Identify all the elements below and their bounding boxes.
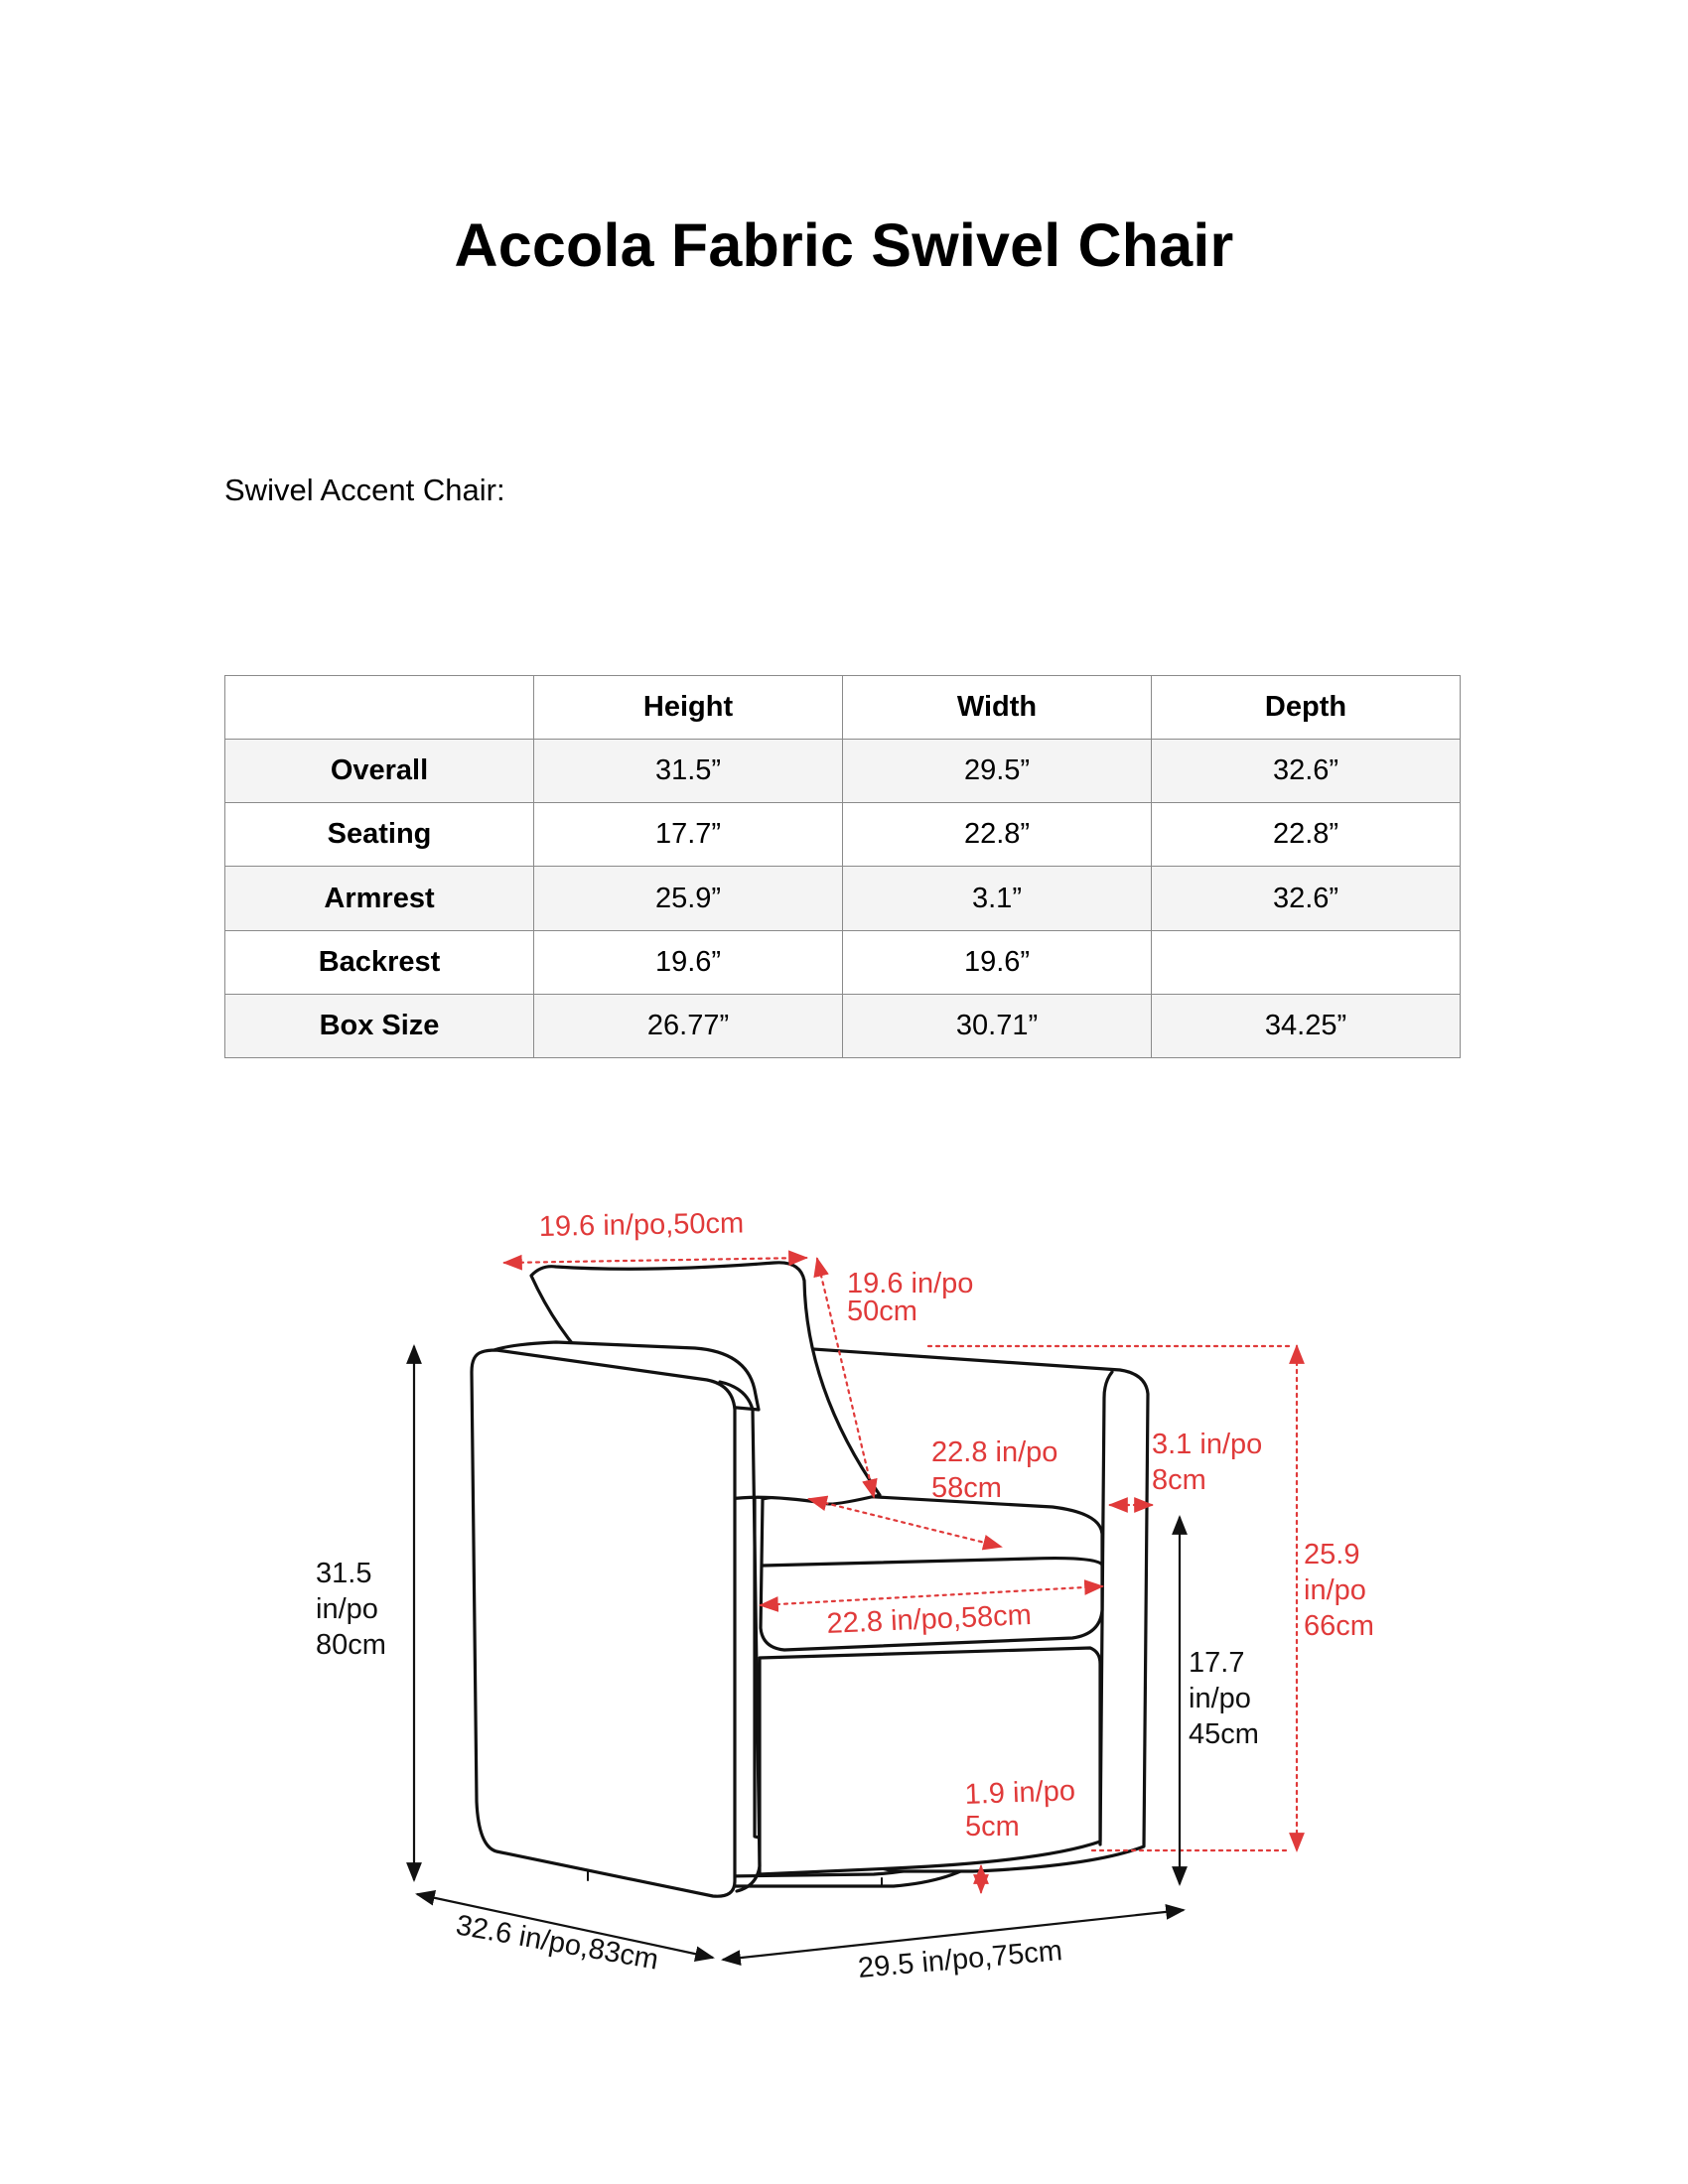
overall-depth-label: 32.6 in/po,83cm — [453, 1909, 661, 1977]
cell-depth: 22.8” — [1152, 803, 1461, 867]
arm-width-label: 8cm — [1152, 1464, 1206, 1496]
table-row — [225, 994, 1461, 1057]
overall-height-label: 80cm — [316, 1629, 386, 1661]
table-row — [225, 803, 1461, 867]
cell-width: 3.1” — [843, 867, 1152, 930]
header-depth: Depth — [1152, 676, 1461, 740]
seat-depth-label: 22.8 in/po — [931, 1436, 1058, 1468]
seat-width-label: 22.8 in/po,58cm — [825, 1599, 1033, 1640]
row-label: Seating — [225, 803, 534, 867]
row-label: Backrest — [225, 930, 534, 994]
cell-width: 22.8” — [843, 803, 1152, 867]
dimensions-table — [224, 675, 1461, 1058]
cell-depth — [1152, 930, 1461, 994]
base-gap-label: 1.9 in/po — [964, 1775, 1076, 1811]
cell-height: 17.7” — [534, 803, 843, 867]
pillow-height-label: 50cm — [847, 1296, 917, 1327]
header-empty — [225, 676, 534, 740]
seat-base-front — [760, 1648, 1100, 1874]
section-subtitle: Swivel Accent Chair: — [224, 473, 505, 507]
arm-height-label: 25.9 — [1304, 1539, 1360, 1570]
header-width: Width — [843, 676, 1152, 740]
overall-width-label: 29.5 in/po,75cm — [856, 1935, 1064, 1984]
seat-height-label: 17.7 — [1189, 1647, 1245, 1679]
left-arm-front — [472, 1350, 735, 1896]
row-label: Box Size — [225, 994, 534, 1057]
arm-width-label: 3.1 in/po — [1152, 1429, 1263, 1460]
cell-height: 19.6” — [534, 930, 843, 994]
arm-height-label: in/po — [1304, 1574, 1366, 1606]
cell-depth: 34.25” — [1152, 994, 1461, 1057]
base-gap-label: 5cm — [965, 1811, 1020, 1843]
cell-height: 26.77” — [534, 994, 843, 1057]
header-height: Height — [534, 676, 843, 740]
cell-height: 31.5” — [534, 740, 843, 803]
overall-height-label: 31.5 — [316, 1558, 372, 1589]
table-row — [225, 740, 1461, 803]
overall-height-label: in/po — [316, 1593, 378, 1625]
pillow-width-label: 19.6 in/po,50cm — [538, 1207, 745, 1243]
row-label: Overall — [225, 740, 534, 803]
row-label: Armrest — [225, 867, 534, 930]
table-row — [225, 930, 1461, 994]
cell-width: 29.5” — [843, 740, 1152, 803]
pillow-height-label: 19.6 in/po — [847, 1268, 974, 1299]
seat-height-label: in/po — [1189, 1683, 1251, 1714]
cell-depth: 32.6” — [1152, 867, 1461, 930]
cell-width: 19.6” — [843, 930, 1152, 994]
chair-dimension-diagram — [0, 1171, 1688, 2025]
seat-height-label: 45cm — [1189, 1718, 1259, 1750]
seat-depth-label: 58cm — [931, 1472, 1002, 1504]
cell-depth: 32.6” — [1152, 740, 1461, 803]
cell-height: 25.9” — [534, 867, 843, 930]
cell-width: 30.71” — [843, 994, 1152, 1057]
table-header-row — [225, 676, 1461, 740]
table-row — [225, 867, 1461, 930]
page-title: Accola Fabric Swivel Chair — [454, 211, 1234, 279]
pillow-width-line — [504, 1258, 806, 1263]
arm-height-label: 66cm — [1304, 1610, 1374, 1642]
